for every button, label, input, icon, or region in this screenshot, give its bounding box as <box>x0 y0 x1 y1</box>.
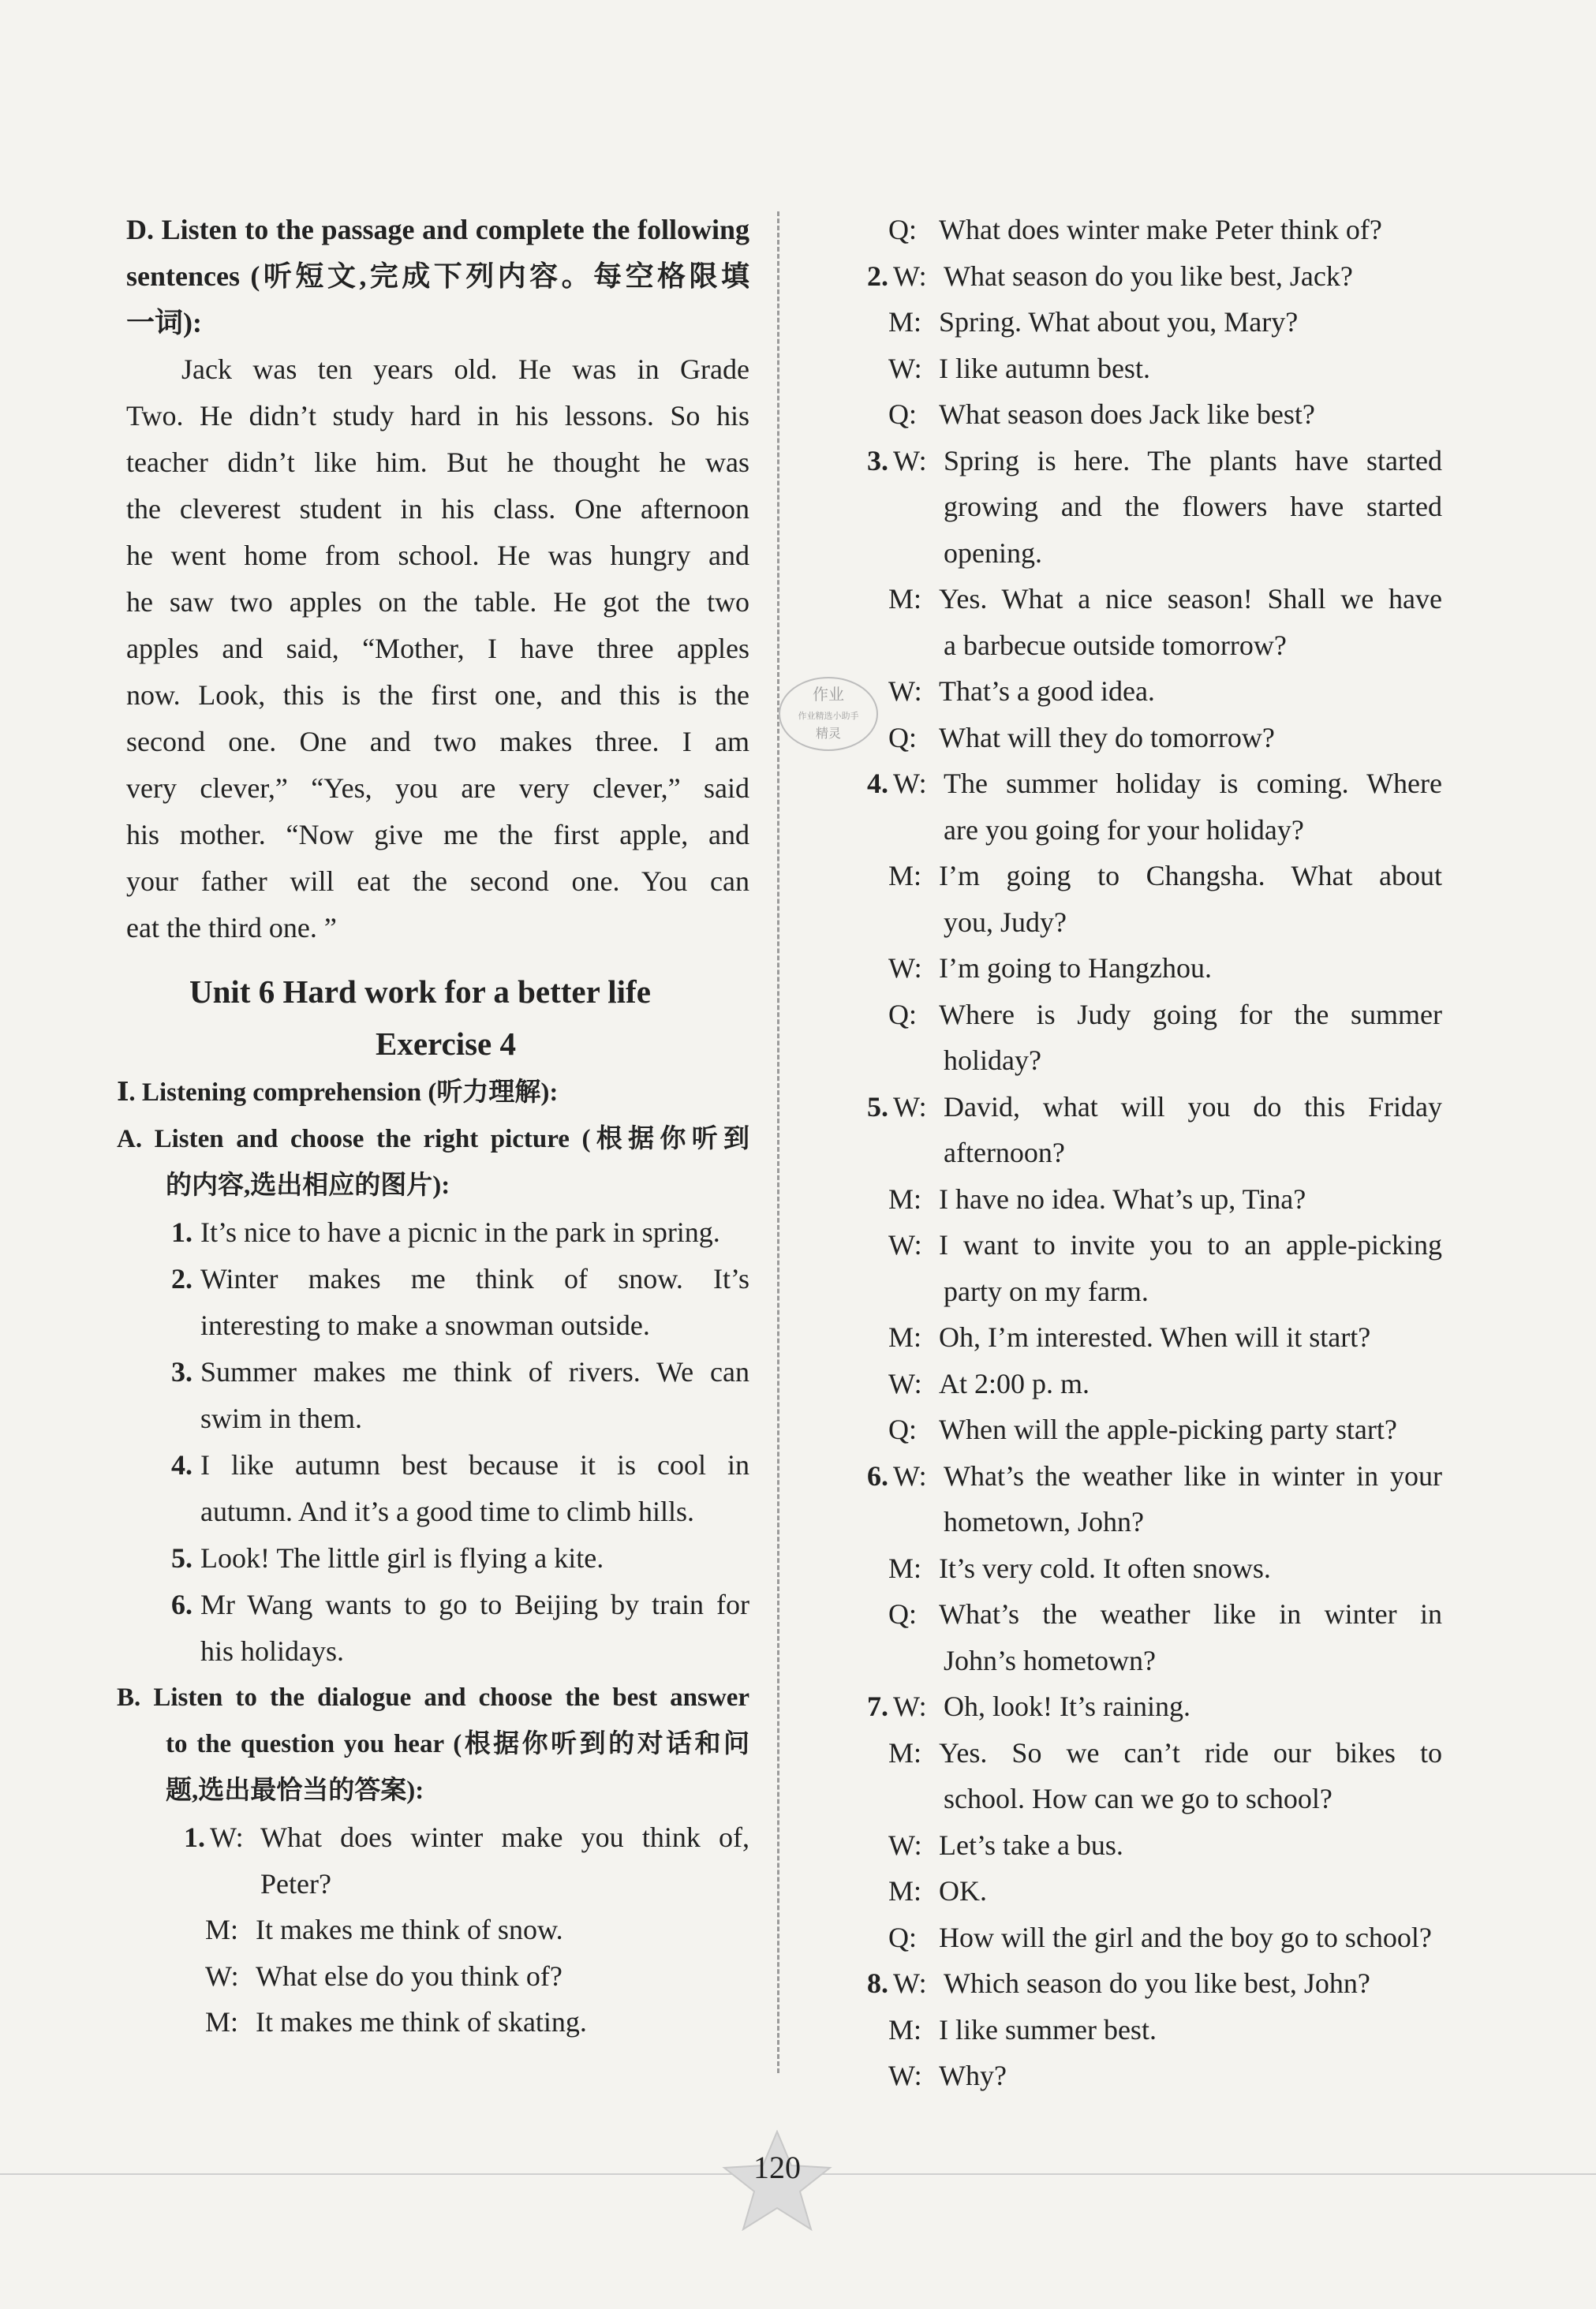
dialogue-line <box>843 1915 1442 1961</box>
dialogue-line <box>159 1999 749 2046</box>
dialogue-number: 1. <box>184 1821 205 1853</box>
dialogue-line <box>843 1545 1442 1592</box>
exercise-title: Exercise 4 <box>376 1026 516 1062</box>
dialogue-text: Spring is here. The plants have started <box>944 444 1442 476</box>
dialogue-number <box>843 1822 888 1869</box>
passage-line: teacher didn’t like him. But he thought he was <box>126 446 749 478</box>
list-item <box>159 1256 749 1302</box>
dialogue-number: 6. <box>867 1459 888 1492</box>
dialogue-text: What does winter make you think of, <box>260 1821 749 1853</box>
dialogue-number: 8. <box>867 1967 888 1999</box>
speaker-label: W: <box>888 2060 922 2091</box>
list-item <box>159 1535 749 1582</box>
dialogue-text: David, what will you do this Friday <box>944 1090 1442 1123</box>
dialogue-text: It makes me think of skating. <box>256 2006 587 2038</box>
dialogue-line <box>843 760 1442 807</box>
dialogue-number <box>159 1907 205 1953</box>
item-number: 5. <box>171 1542 192 1574</box>
passage-line: Jack was ten years old. He was in Grade <box>181 353 749 385</box>
dialogue-line <box>843 668 1442 715</box>
item-text-continued: swim in them. <box>200 1403 362 1434</box>
speaker-label: W: <box>888 1829 922 1861</box>
speaker-label: Q: <box>888 1598 917 1630</box>
speaker-label: M: <box>888 860 922 891</box>
dialogue-number: 7. <box>867 1691 888 1722</box>
dialogue-text: What season does Jack like best? <box>939 398 1315 430</box>
dialogue-line <box>843 945 1442 992</box>
dialogue-number <box>843 1868 888 1915</box>
speaker-label: W: <box>893 768 927 799</box>
speaker-label: W: <box>888 675 922 707</box>
list-item <box>159 1442 749 1489</box>
speaker-label: W: <box>893 1090 927 1123</box>
dialogue-number <box>159 1999 205 2046</box>
part-b-heading-line: to the question you hear (根据你听到的对话和问 <box>166 1730 749 1758</box>
speaker-label: W: <box>888 952 922 984</box>
item-text-continued: autumn. And it’s a good time to climb hills. <box>200 1496 694 1527</box>
dialogue-line <box>843 576 1442 622</box>
speaker-label: W: <box>893 444 927 476</box>
right-column <box>843 207 1442 2099</box>
part-b-heading-line: B. Listen to the dialogue and choose the best answer <box>117 1683 749 1712</box>
dialogue-number <box>843 1361 888 1407</box>
dialogue-number <box>843 2007 888 2053</box>
dialogue-text-continued: Peter? <box>260 1867 331 1900</box>
dialogue-text: I have no idea. What’s up, Tina? <box>939 1183 1306 1215</box>
speaker-label: W: <box>210 1821 244 1853</box>
dialogue-number <box>843 391 888 438</box>
dialogue-text: What season do you like best, Jack? <box>944 260 1353 292</box>
dialogue-line <box>843 1591 1442 1638</box>
dialogue-text: OK. <box>939 1875 987 1907</box>
item-text-continued: interesting to make a snowman outside. <box>200 1310 650 1341</box>
dialogue-number <box>843 992 888 1038</box>
speaker-label: Q: <box>888 998 917 1030</box>
dialogue-line <box>843 253 1442 300</box>
dialogue-number <box>843 1314 888 1361</box>
item-number: 2. <box>171 1263 192 1295</box>
passage-line: the cleverest student in his class. One afternoon <box>126 493 749 525</box>
stamp-text-1: 作业 <box>813 685 844 704</box>
passage-line: Two. He didn’t study hard in his lessons. So his <box>126 400 749 432</box>
item-text: It’s nice to have a picnic in the park in spring. <box>200 1216 720 1248</box>
dialogue-text-continued: afternoon? <box>944 1137 1065 1168</box>
speaker-label: W: <box>888 1229 922 1261</box>
dialogue-line <box>159 1953 749 2000</box>
dialogue-text: How will the girl and the boy go to school? <box>939 1921 1432 1953</box>
dialogue-text: Yes. So we can’t ride our bikes to <box>939 1736 1442 1769</box>
speaker-label: M: <box>888 1321 922 1353</box>
dialogue-number <box>843 207 888 253</box>
dialogue-text-continued: hometown, John? <box>944 1506 1144 1537</box>
dialogue-text-continued: John’s hometown? <box>944 1644 1156 1676</box>
dialogue-text-continued: a barbecue outside tomorrow? <box>944 629 1287 661</box>
dialogue-number <box>843 1591 888 1638</box>
passage-line: he went home from school. He was hungry and <box>126 540 749 571</box>
dialogue-number <box>843 1176 888 1223</box>
column-divider <box>777 211 779 2073</box>
dialogue-line <box>843 2053 1442 2099</box>
passage-line: your father will eat the second one. You can <box>126 865 749 897</box>
dialogue-text-continued: party on my farm. <box>944 1275 1149 1307</box>
dialogue-number <box>843 299 888 346</box>
speaker-label: M: <box>888 583 922 615</box>
speaker-label: W: <box>893 1691 927 1722</box>
dialogue-line <box>843 1176 1442 1223</box>
dialogue-line <box>843 299 1442 346</box>
item-text: Mr Wang wants to go to Beijing by train for <box>200 1589 749 1620</box>
passage <box>126 346 749 951</box>
dialogue-text: Oh, look! It’s raining. <box>944 1691 1190 1722</box>
speaker-label: W: <box>205 1960 239 1992</box>
dialogue-text: The summer holiday is coming. Where <box>944 768 1442 799</box>
dialogue-line <box>843 715 1442 761</box>
dialogue-text: Yes. What a nice season! Shall we have <box>939 583 1442 615</box>
dialogue-line <box>843 992 1442 1038</box>
dialogue-line <box>843 853 1442 899</box>
dialogue-line <box>843 346 1442 392</box>
dialogue-text-continued: holiday? <box>944 1044 1041 1076</box>
stamp-text-2: 作业精选小助手 <box>798 711 859 721</box>
speaker-label: W: <box>888 352 922 384</box>
dialogue-number <box>843 853 888 899</box>
dialogue-line <box>843 1453 1442 1500</box>
dialogue-line <box>843 1730 1442 1777</box>
speaker-label: M: <box>888 1875 922 1907</box>
item-text: I like autumn best because it is cool in <box>200 1449 749 1481</box>
dialogue-text: What else do you think of? <box>256 1960 563 1992</box>
dialogue-number <box>159 1953 205 2000</box>
dialogue-line <box>843 1084 1442 1130</box>
dialogue-text-continued: you, Judy? <box>944 906 1067 938</box>
speaker-label: M: <box>888 1736 922 1769</box>
item-number: 3. <box>171 1356 192 1388</box>
speaker-label: M: <box>888 1552 922 1584</box>
dialogue-text: I’m going to Changsha. What about <box>939 860 1442 891</box>
part-b <box>117 1675 749 2046</box>
dialogue-line <box>843 438 1442 484</box>
dialogue-number <box>843 1545 888 1592</box>
dialogue-text: Where is Judy going for the summer <box>939 998 1442 1030</box>
dialogue-number <box>843 1407 888 1453</box>
dialogue-text: At 2:00 p. m. <box>939 1367 1090 1399</box>
dialogue-number <box>843 1915 888 1961</box>
dialogue-line <box>159 1907 749 1953</box>
dialogue-number <box>843 1730 888 1777</box>
passage-line: apples and said, “Mother, I have three apples <box>126 633 749 664</box>
stamp-text-3: 精灵 <box>815 726 842 741</box>
dialogue-text: What does winter make Peter think of? <box>939 214 1382 245</box>
dialogue-number <box>843 2053 888 2099</box>
watermark-stamp-icon <box>777 674 880 753</box>
speaker-label: Q: <box>888 1414 917 1445</box>
speaker-label: M: <box>888 306 922 338</box>
dialogue-text: I’m going to Hangzhou. <box>939 952 1212 984</box>
speaker-label: W: <box>893 260 927 292</box>
dialogue-line <box>843 1314 1442 1361</box>
dialogue-line <box>843 1222 1442 1268</box>
list-item <box>159 1349 749 1395</box>
dialogue-text-continued: school. How can we go to school? <box>944 1783 1332 1814</box>
item-number: 6. <box>171 1589 192 1620</box>
dialogue-number <box>843 945 888 992</box>
speaker-label: Q: <box>888 398 917 430</box>
item-text: Look! The little girl is flying a kite. <box>200 1542 604 1574</box>
dialogue-line <box>843 2007 1442 2053</box>
dialogue-text: Oh, I’m interested. When will it start? <box>939 1321 1371 1353</box>
dialogue-text: It’s very cold. It often snows. <box>939 1552 1271 1584</box>
passage-line: eat the third one. ” <box>126 912 337 943</box>
passage-line: he saw two apples on the table. He got the two <box>126 586 749 618</box>
dialogue-text: I want to invite you to an apple-picking <box>939 1229 1442 1261</box>
dialogue-text: I like autumn best. <box>939 352 1150 384</box>
dialogue-number <box>843 1222 888 1268</box>
dialogue-text: That’s a good idea. <box>939 675 1155 707</box>
speaker-label: M: <box>888 2013 922 2046</box>
dialogue-text: What will they do tomorrow? <box>939 721 1275 753</box>
item-number: 1. <box>171 1216 192 1248</box>
item-text: Winter makes me think of snow. It’s <box>200 1263 749 1295</box>
dialogue-number: 5. <box>867 1090 888 1123</box>
dialogue-text: Why? <box>939 2060 1007 2091</box>
dialogue-text: I like summer best. <box>939 2013 1157 2046</box>
section-d <box>126 207 749 346</box>
speaker-label: W: <box>893 1967 927 1999</box>
list-item <box>159 1582 749 1628</box>
part-a-heading-line: A. Listen and choose the right picture (根据你听到 <box>117 1125 749 1153</box>
dialogue-line <box>843 1960 1442 2007</box>
dialogue-text-continued: opening. <box>944 536 1042 569</box>
item-text-continued: his holidays. <box>200 1635 345 1667</box>
dialogue-number: 4. <box>867 768 888 799</box>
section-d-heading-line: D. Listen to the passage and complete the following <box>126 214 749 245</box>
left-column <box>117 207 749 2046</box>
item-text: Summer makes me think of rivers. We can <box>200 1356 749 1388</box>
dialogue-line <box>843 207 1442 253</box>
unit-title: Unit 6 Hard work for a better life <box>189 973 651 1010</box>
dialogue-text: Spring. What about you, Mary? <box>939 306 1299 338</box>
speaker-label: Q: <box>888 721 917 753</box>
passage-line: his mother. “Now give me the first apple, and <box>126 819 749 850</box>
passage-line: very clever,” “Yes, you are very clever,” said <box>126 772 749 804</box>
speaker-label: Q: <box>888 214 917 245</box>
dialogue-text: When will the apple-picking party start? <box>939 1414 1397 1445</box>
dialogue-number <box>843 346 888 392</box>
speaker-label: W: <box>893 1459 927 1492</box>
dialogue-text: What’s the weather like in winter in your <box>944 1459 1442 1492</box>
dialogue-line <box>843 1407 1442 1453</box>
dialogue-line <box>843 391 1442 438</box>
part-b-heading-line: 题,选出最恰当的答案): <box>166 1777 424 1805</box>
dialogue-text: It makes me think of snow. <box>256 1914 563 1945</box>
dialogue-text-continued: growing and the flowers have started <box>944 491 1442 522</box>
section-d-heading-line: sentences (听短文,完成下列内容。每空格限填 <box>126 260 749 292</box>
item-number: 4. <box>171 1449 192 1481</box>
dialogue-text-continued: are you going for your holiday? <box>944 813 1304 846</box>
dialogue-text: What’s the weather like in winter in <box>939 1598 1442 1630</box>
dialogue-number: 2. <box>867 260 888 292</box>
dialogue-line <box>843 1683 1442 1730</box>
dialogue-number: 3. <box>867 444 888 476</box>
part-i-heading: Ⅰ. Listening comprehension (听力理解): <box>117 1078 559 1107</box>
speaker-label: Q: <box>888 1921 917 1953</box>
dialogue-line <box>159 1814 749 1861</box>
speaker-label: M: <box>205 2006 239 2038</box>
speaker-label: W: <box>888 1367 922 1399</box>
dialogue-line <box>843 1868 1442 1915</box>
dialogue-number <box>843 576 888 622</box>
dialogue-line <box>843 1822 1442 1869</box>
section-d-heading-line: 一词): <box>126 307 202 338</box>
passage-line: second one. One and two makes three. I am <box>126 726 749 757</box>
passage-line: now. Look, this is the first one, and this is the <box>126 679 749 711</box>
speaker-label: M: <box>888 1183 922 1215</box>
dialogue-text: Which season do you like best, John? <box>944 1967 1370 1999</box>
page-number: 120 <box>753 2150 801 2185</box>
dialogue-line <box>843 1361 1442 1407</box>
list-item <box>159 1209 749 1256</box>
dialogue-text: Let’s take a bus. <box>939 1829 1123 1861</box>
speaker-label: M: <box>205 1914 239 1945</box>
part-a <box>117 1116 749 1675</box>
part-a-heading-line: 的内容,选出相应的图片): <box>166 1171 450 1200</box>
